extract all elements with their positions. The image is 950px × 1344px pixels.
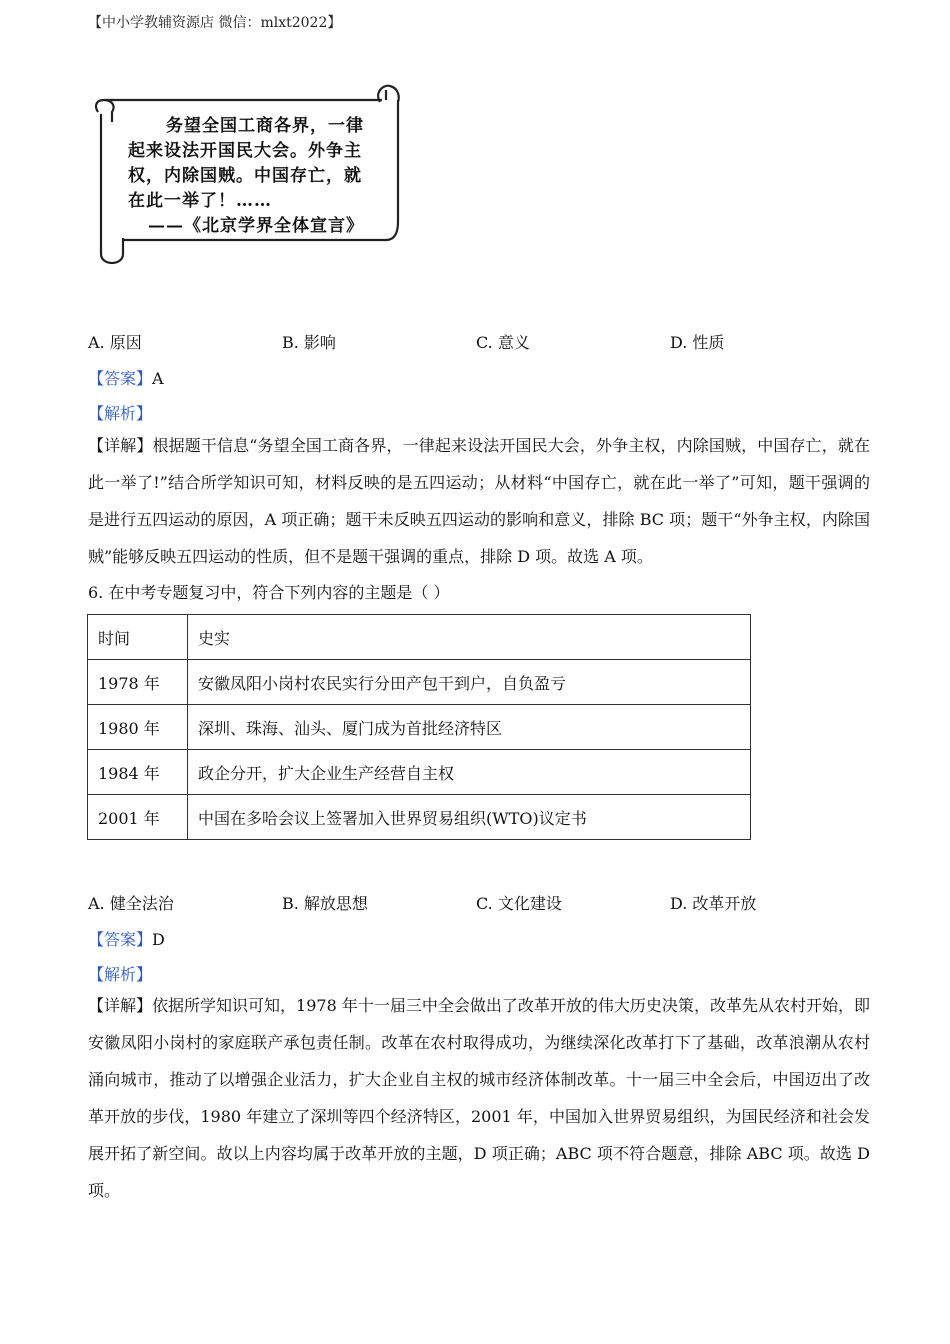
scroll-quote-line: 在此一举了！…… bbox=[128, 191, 272, 211]
q5-option-a[interactable]: A. 原因 bbox=[88, 333, 142, 352]
detail-tag: 【详解】 bbox=[88, 436, 153, 455]
scroll-quote-line: 权，内除国贼。中国存亡，就 bbox=[128, 166, 362, 186]
table-row bbox=[88, 660, 751, 705]
scroll-quote-source: ——《北京学界全体宣言》 bbox=[148, 216, 364, 236]
page-header: 【中小学教辅资源店 微信：mlxt2022】 bbox=[88, 15, 342, 31]
table-header-row bbox=[88, 615, 751, 660]
q6-option-c[interactable]: C. 文化建设 bbox=[476, 894, 562, 913]
table-cell-event: 深圳、珠海、汕头、厦门成为首批经济特区 bbox=[188, 705, 751, 750]
detail-text: 依据所学知识可知，1978 年十一届三中全会做出了改革开放的伟大历史决策，改革先从农村开始，即安徽凤阳小岗村的家庭联产承包责任制。改革在农村取得成功，为继续深化改革打下了基础，改革浪潮从农村涌向城市，推动了以增强企业活力，扩大企业自主权的城市经济体制改革。十一届三中全会后，中国迈出了改革开放的步伐，1980 年建立了深圳等四个经济特区，2001 年，中国加入世界贸易组织，为国民经济和社会发展开拓了新空间。故以上内容均属于改革开放的主题，D 项正确；ABC 项不符合题意，排除 ABC 项。故选 D 项。 bbox=[88, 996, 870, 1200]
table-cell-year: 1980 年 bbox=[88, 705, 188, 750]
answer-tag: 【答案】 bbox=[88, 930, 153, 949]
answer-value: A bbox=[152, 369, 164, 388]
q5-option-c[interactable]: C. 意义 bbox=[476, 333, 530, 352]
table-cell-year: 1978 年 bbox=[88, 660, 188, 705]
scroll-quote-line: 起来设法开国民大会。外争主 bbox=[128, 141, 362, 161]
scroll-quote bbox=[128, 114, 390, 239]
table-header-cell: 时间 bbox=[88, 615, 188, 660]
q6-question: 6. 在中考专题复习中，符合下列内容的主题是（ ） bbox=[88, 583, 450, 602]
q5-option-b[interactable]: B. 影响 bbox=[282, 333, 336, 352]
q5-answer bbox=[88, 366, 164, 389]
q6-option-b[interactable]: B. 解放思想 bbox=[282, 894, 368, 913]
q6-analysis-tag: 【解析】 bbox=[88, 965, 153, 984]
q6-option-d[interactable]: D. 改革开放 bbox=[670, 894, 757, 913]
table-cell-event: 中国在多哈会议上签署加入世界贸易组织(WTO)议定书 bbox=[188, 795, 751, 840]
q5-detail bbox=[88, 427, 870, 575]
table-cell-event: 政企分开，扩大企业生产经营自主权 bbox=[188, 750, 751, 795]
table-header-cell: 史实 bbox=[188, 615, 751, 660]
table-row bbox=[88, 705, 751, 750]
detail-tag: 【详解】 bbox=[88, 996, 153, 1015]
table-cell-year: 1984 年 bbox=[88, 750, 188, 795]
table-cell-year: 2001 年 bbox=[88, 795, 188, 840]
q6-answer bbox=[88, 927, 165, 950]
q6-option-a[interactable]: A. 健全法治 bbox=[88, 894, 174, 913]
q5-option-d[interactable]: D. 性质 bbox=[670, 333, 725, 352]
table-cell-event: 安徽凤阳小岗村农民实行分田产包干到户，自负盈亏 bbox=[188, 660, 751, 705]
q6-detail bbox=[88, 987, 870, 1209]
answer-value: D bbox=[152, 930, 165, 949]
detail-text: 根据题干信息“务望全国工商各界，一律起来设法开国民大会，外争主权，内除国贼，中国存亡，就在此一举了!”结合所学知识可知，材料反映的是五四运动；从材料“中国存亡，就在此一举了”可知，题干强调的是进行五四运动的原因，A 项正确；题干未反映五四运动的影响和意义，排除 BC 项；题干“外争主权，内除国贼”能够反映五四运动的性质，但不是题干强调的重点，排除 D 项。故选 A 项。 bbox=[88, 436, 870, 566]
answer-tag: 【答案】 bbox=[88, 369, 153, 388]
q5-analysis-tag: 【解析】 bbox=[88, 404, 153, 423]
history-table bbox=[87, 614, 751, 840]
table-row bbox=[88, 795, 751, 840]
table-row bbox=[88, 750, 751, 795]
scroll-quote-line: 务望全国工商各界，一律 bbox=[166, 116, 364, 136]
